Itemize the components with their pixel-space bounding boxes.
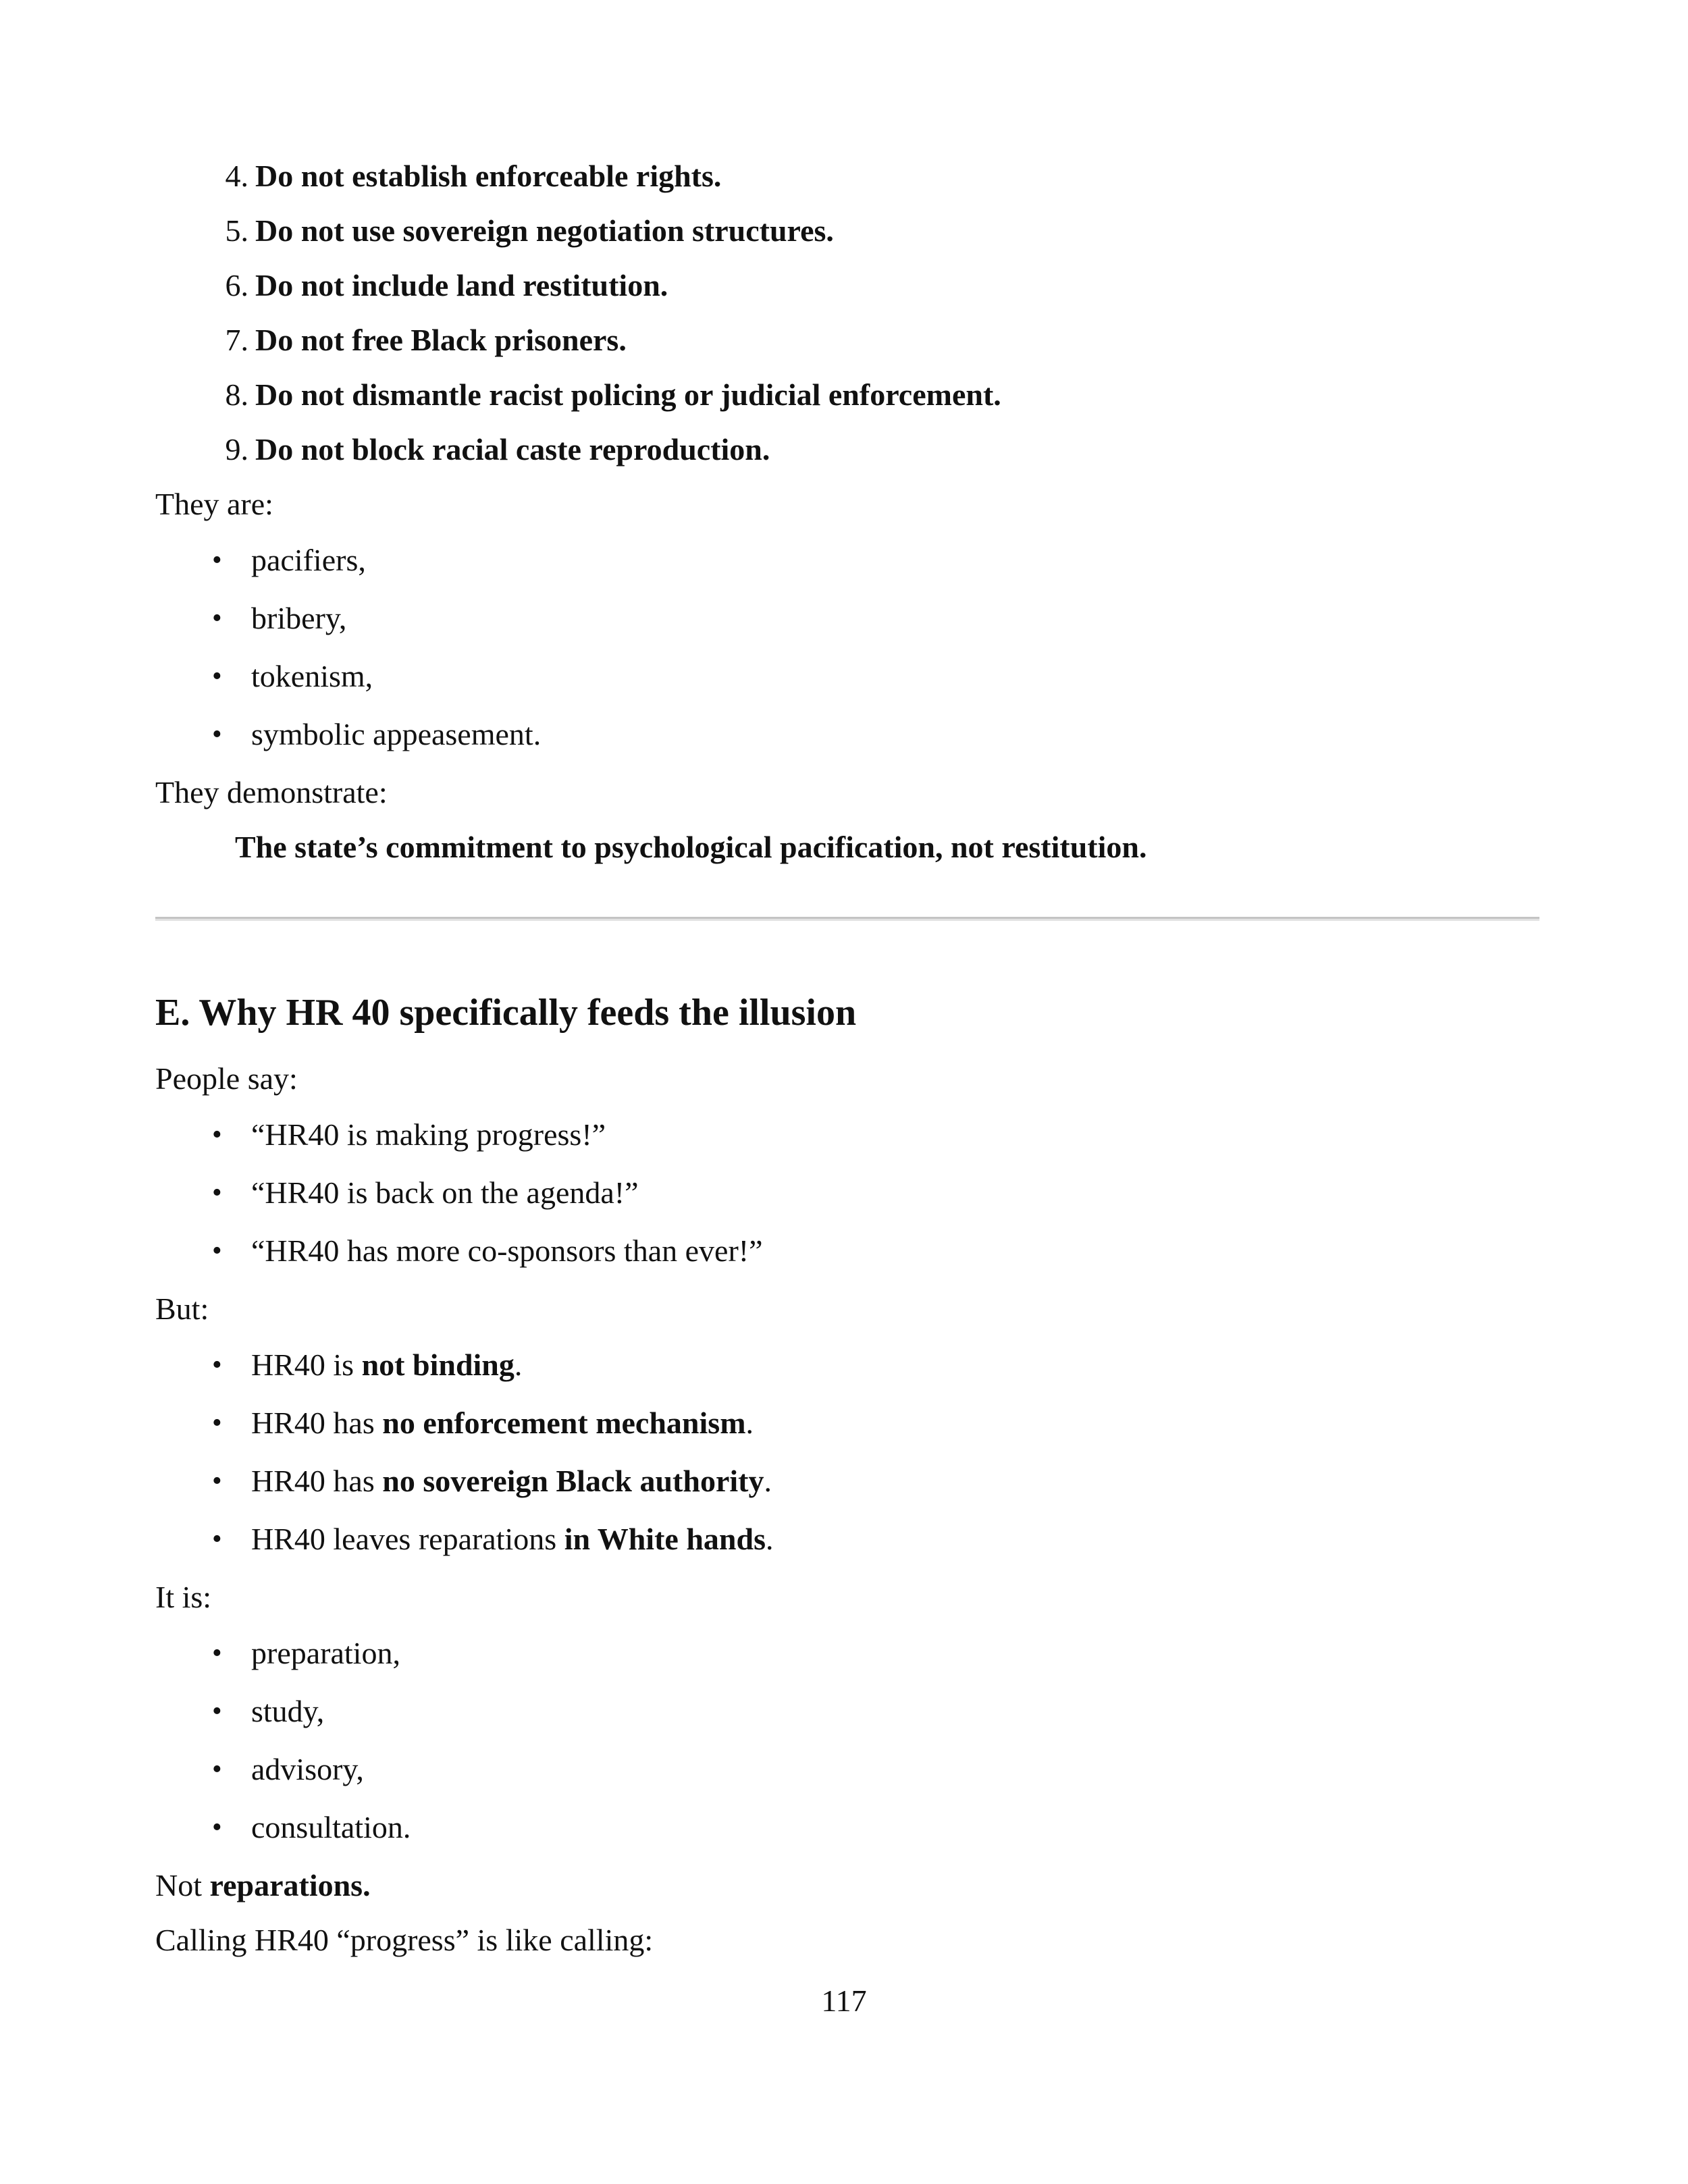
it-is-label: It is:	[155, 1580, 212, 1614]
bullet-icon: •	[212, 603, 222, 634]
item-number: 9.	[225, 432, 248, 467]
item-number: 6.	[225, 268, 248, 302]
item-text: Do not establish enforceable rights.	[255, 159, 722, 193]
section-heading: E. Why HR 40 specifically feeds the illusion	[155, 992, 857, 1034]
closing-line: Calling HR40 “progress” is like calling:	[155, 1923, 654, 1957]
document-page: 4. Do not establish enforceable rights. 5. Do not use sovereign negotiation structures. 6. Do not include land restitution. 7. Do not free Black prisoners. 8. Do not dismantle racist policing or judicial enforcement. 9. Do not block racial caste reproduction. They are: • pacifiers, • bribery, • tokenism, • symbolic appeasement. They demonstrate: The state’s commitment to psychological pacification, not restitution. E. Why HR 40 specifically feeds the illusion People say: • “HR40 is making progress!” • “HR40 is back on the agenda!” • “HR40 has more co-sponsors than ever!” But: • HR40 is not binding. • HR40 has no enforcement mechanism. • HR40 has no sovereign Black authority. • HR40 leaves reparations in White hands. It is: • preparation, • study, • advisory, • consultation. Not reparations. Calling HR40 “progress” is like calling: 117	[0, 0, 1688, 2184]
they-demonstrate-label: They demonstrate:	[155, 775, 388, 809]
bullet-icon: •	[212, 1235, 222, 1267]
item-text: Do not free Black prisoners.	[255, 323, 627, 357]
item-text: Do not include land restitution.	[255, 268, 668, 302]
bullet-icon: •	[212, 719, 222, 750]
item-text: Do not block racial caste reproduction.	[255, 432, 770, 467]
demonstrate-statement: The state’s commitment to psychological pacification, not restitution.	[235, 830, 1147, 864]
item-number: 7.	[225, 323, 248, 357]
bullet-icon: •	[212, 1696, 222, 1727]
item-text: Do not use sovereign negotiation structures.	[255, 213, 834, 248]
bullet-icon: •	[212, 545, 222, 576]
bullet-icon: •	[212, 1524, 222, 1555]
people-say-label: People say:	[155, 1061, 298, 1096]
item-number: 8.	[225, 377, 248, 412]
page-number: 117	[821, 1983, 867, 2018]
item-number: 5.	[225, 213, 248, 248]
bullet-icon: •	[212, 1408, 222, 1439]
item-text: Do not dismantle racist policing or judicial enforcement.	[255, 377, 1001, 412]
bullet-icon: •	[212, 1119, 222, 1150]
bullet-icon: •	[212, 1812, 222, 1843]
but-label: But:	[155, 1291, 209, 1326]
bullet-icon: •	[212, 1638, 222, 1669]
bullet-icon: •	[212, 1177, 222, 1208]
not-reparations-line: Not reparations.	[155, 1868, 371, 1902]
they-are-label: They are:	[155, 487, 273, 521]
bullet-icon: •	[212, 1350, 222, 1381]
bullet-icon: •	[212, 1754, 222, 1785]
bullet-icon: •	[212, 1466, 222, 1497]
bullet-icon: •	[212, 661, 222, 692]
item-number: 4.	[225, 159, 248, 193]
section-divider	[155, 917, 1539, 921]
